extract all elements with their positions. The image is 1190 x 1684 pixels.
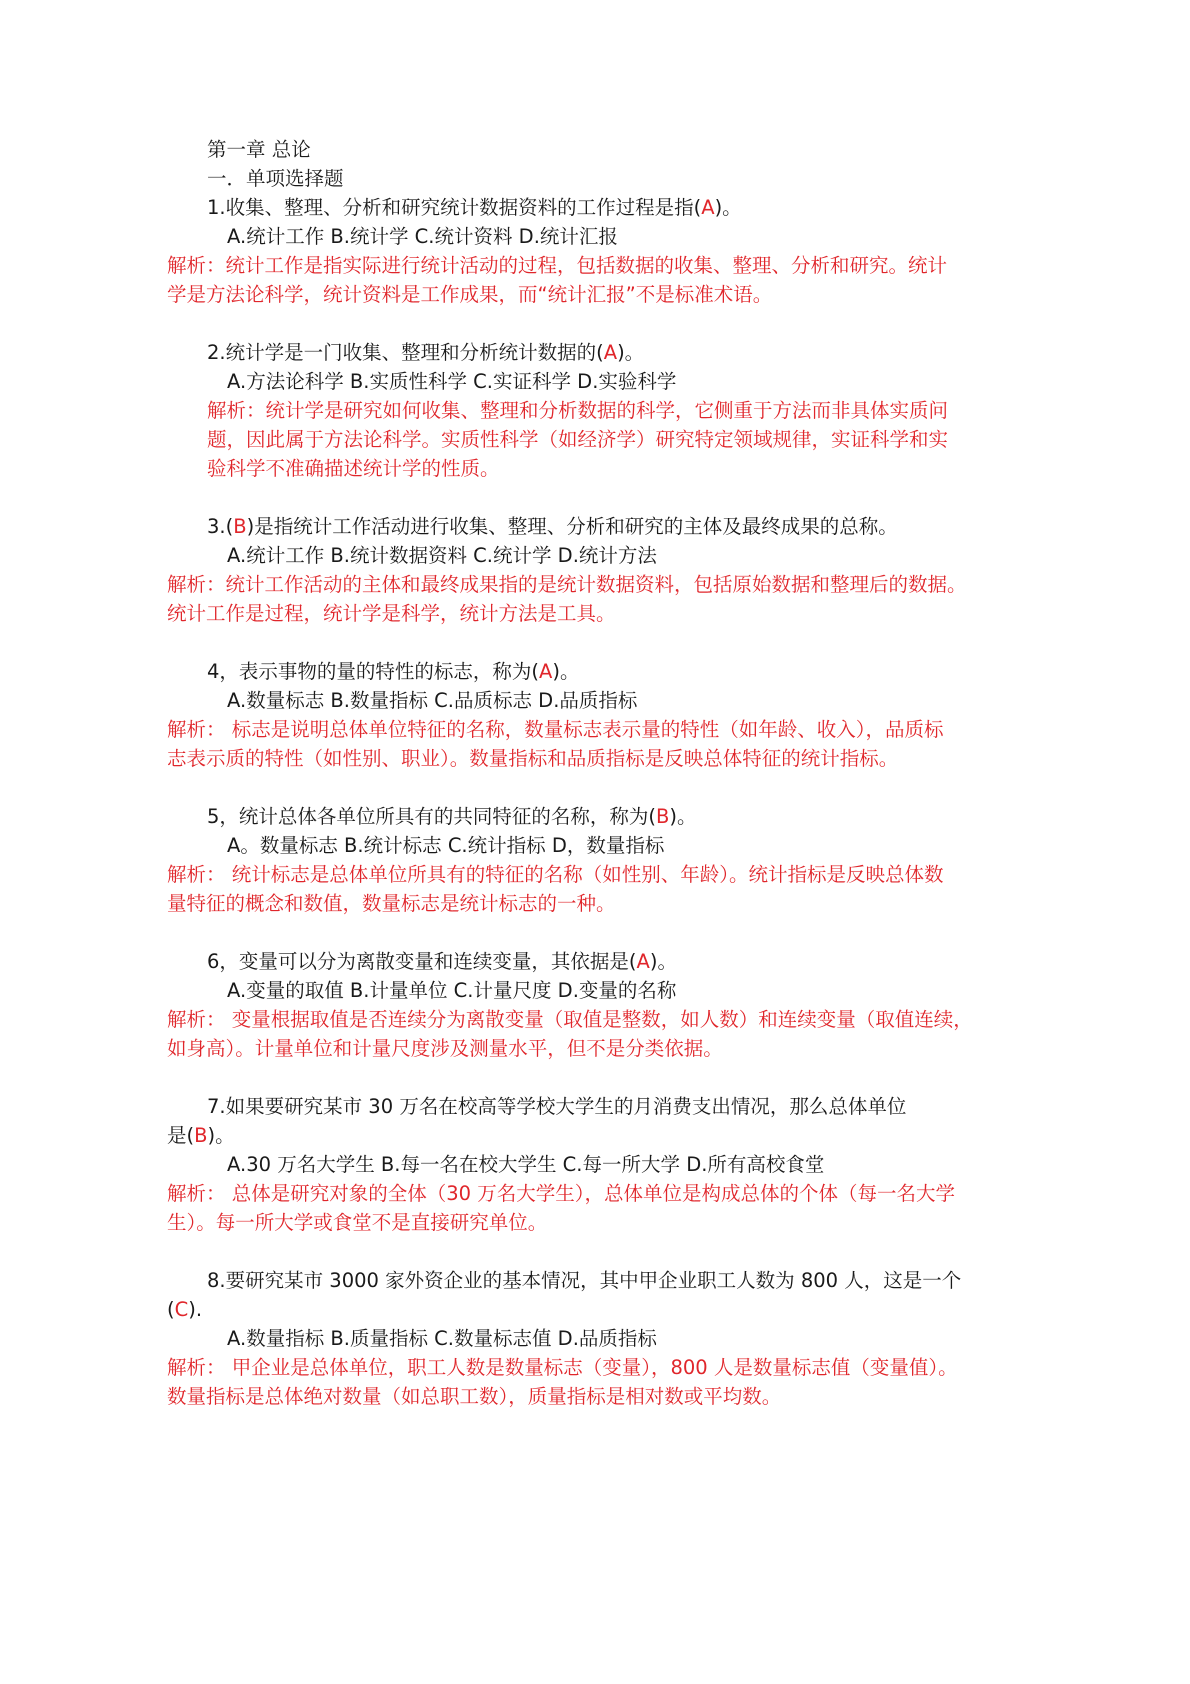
question-8-answer: C xyxy=(174,1298,189,1321)
question-4-options: A.数量标志 B.数量指标 C.品质标志 D.品质指标 xyxy=(227,689,638,712)
question-7-stem: 是(B)。 xyxy=(167,1124,235,1147)
question-2-analysis-line: 解析：统计学是研究如何收集、整理和分析数据的科学，它侧重于方法而非具体实质问 xyxy=(207,399,949,422)
question-1-answer: A xyxy=(701,196,715,219)
question-6-analysis-line: 如身高）。计量单位和计量尺度涉及测量水平，但不是分类依据。 xyxy=(167,1037,723,1060)
question-7-analysis-line: 生）。每一所大学或食堂不是直接研究单位。 xyxy=(167,1211,548,1234)
question-2-answer: A xyxy=(603,341,618,364)
question-6-analysis-line: 解析： 变量根据取值是否连续分为离散变量（取值是整数，如人数）和连续变量（取值连续， xyxy=(167,1008,973,1031)
question-1-analysis-line: 学是方法论科学，统计资料是工作成果，而“统计汇报”不是标准术语。 xyxy=(167,283,773,306)
question-3-analysis-line: 解析：统计工作活动的主体和最终成果指的是统计数据资料，包括原始数据和整理后的数据。 xyxy=(167,573,967,596)
question-7-stem-line: 7.如果要研究某市 30 万名在校高等学校大学生的月消费支出情况，那么总体单位 xyxy=(207,1095,907,1118)
question-5-answer: B xyxy=(656,805,670,828)
question-7-options: A.30 万名大学生 B.每一名在校大学生 C.每一所大学 D.所有高校食堂 xyxy=(227,1153,825,1176)
question-1-options: A.统计工作 B.统计学 C.统计资料 D.统计汇报 xyxy=(227,225,618,248)
question-3-stem: 3.(B)是指统计工作活动进行收集、整理、分析和研究的主体及最终成果的总称。 xyxy=(207,515,898,538)
question-4-analysis-line: 志表示质的特性（如性别、职业）。数量指标和品质指标是反映总体特征的统计指标。 xyxy=(167,747,899,770)
question-5-options: A。数量标志 B.统计标志 C.统计指标 D，数量指标 xyxy=(227,834,665,857)
question-8-stem-line: 8.要研究某市 3000 家外资企业的基本情况，其中甲企业职工人数为 800 人，这是一个 xyxy=(207,1269,962,1292)
question-4-answer: A xyxy=(539,660,553,683)
question-6-stem: 6，变量可以分为离散变量和连续变量，其依据是(A)。 xyxy=(207,950,677,973)
question-8-options: A.数量指标 B.质量指标 C.数量标志值 D.品质指标 xyxy=(227,1327,657,1350)
question-2-options: A.方法论科学 B.实质性科学 C.实证科学 D.实验科学 xyxy=(227,370,677,393)
question-2-stem: 2.统计学是一门收集、整理和分析统计数据的(A)。 xyxy=(207,341,645,364)
question-4-stem: 4，表示事物的量的特性的标志，称为(A)。 xyxy=(207,660,580,683)
question-8-analysis-line: 解析： 甲企业是总体单位，职工人数是数量标志（变量），800 人是数量标志值（变量值）。 xyxy=(167,1356,958,1379)
chapter-title: 第一章 总论 xyxy=(207,138,311,161)
question-1-analysis-line: 解析：统计工作是指实际进行统计活动的过程，包括数据的收集、整理、分析和研究。统计 xyxy=(167,254,948,277)
question-8-analysis-line: 数量指标是总体绝对数量（如总职工数），质量指标是相对数或平均数。 xyxy=(167,1385,782,1408)
question-2-analysis-line: 验科学不准确描述统计学的性质。 xyxy=(207,457,500,480)
question-2-analysis-line: 题，因此属于方法论科学。实质性科学（如经济学）研究特定领域规律，实证科学和实 xyxy=(207,428,949,451)
question-5-stem: 5，统计总体各单位所具有的共同特征的名称，称为(B)。 xyxy=(207,805,697,828)
question-8-stem: (C). xyxy=(167,1298,203,1321)
question-4-analysis-line: 解析： 标志是说明总体单位特征的名称，数量标志表示量的特性（如年龄、收入），品质标 xyxy=(167,718,944,741)
question-5-analysis-line: 解析： 统计标志是总体单位所具有的特征的名称（如性别、年龄）。统计指标是反映总体数 xyxy=(167,863,944,886)
question-3-options: A.统计工作 B.统计数据资料 C.统计学 D.统计方法 xyxy=(227,544,657,567)
question-6-answer: A xyxy=(636,950,650,973)
question-3-analysis-line: 统计工作是过程，统计学是科学，统计方法是工具。 xyxy=(167,602,616,625)
question-3-answer: B xyxy=(233,515,247,538)
question-7-analysis-line: 解析： 总体是研究对象的全体（30 万名大学生），总体单位是构成总体的个体（每一名大学 xyxy=(167,1182,955,1205)
question-5-analysis-line: 量特征的概念和数值，数量标志是统计标志的一种。 xyxy=(167,892,616,915)
question-1-stem: 1.收集、整理、分析和研究统计数据资料的工作过程是指(A)。 xyxy=(207,196,742,219)
section-title: 一．单项选择题 xyxy=(207,167,344,190)
question-6-options: A.变量的取值 B.计量单位 C.计量尺度 D.变量的名称 xyxy=(227,979,677,1002)
question-7-answer: B xyxy=(194,1124,208,1147)
